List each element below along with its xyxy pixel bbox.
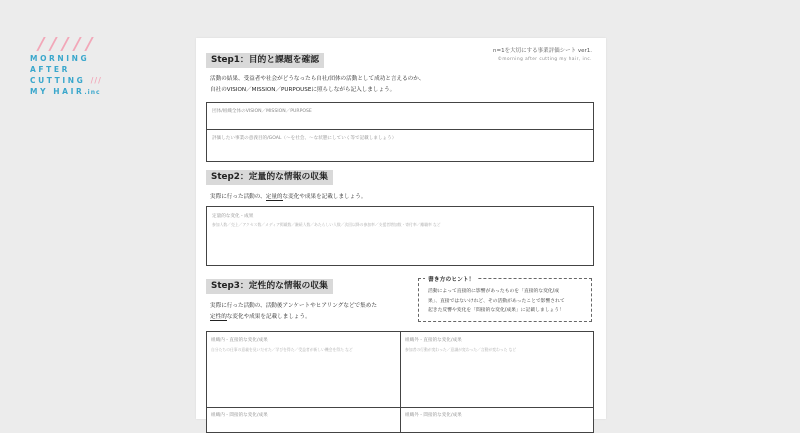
sheet-title: n=1を大切にする事業評価シート ver1.: [493, 48, 592, 54]
step3-desc-post: な変化や成果を記載しましょう。: [226, 314, 311, 320]
logo-slash: [84, 37, 93, 51]
sheet-copyright: ©morning after cutting my hair, inc.: [497, 56, 592, 61]
logo-slash: [60, 37, 69, 51]
sheet-title-block: [493, 47, 592, 63]
hint-title: 書き方のヒント！: [425, 274, 477, 283]
logo-slash: [48, 37, 57, 51]
quantitative-field-example: 参加人数／売上／アクセス数／メディア掲載数／継続人数／あたらしい人数／次回以降の参加率／支援者増加数・寄付率／離職率 など: [212, 222, 441, 227]
writing-hint-box: [418, 278, 592, 322]
step1-desc-line1: 活動の結果、受益者や社会がどうなったら自社/団体の活動として成功と言えるのか、: [210, 76, 425, 82]
hint-line-3: 起きた反響や変化を「間接的な変化/成果」に記載しましょう！: [428, 308, 564, 313]
step3-desc-line1: 実際に行った活動の、活動後アンケートやヒアリングなどで集めた: [210, 303, 377, 309]
step1-label: Step1：目的と課題を確認: [206, 53, 324, 68]
step3-grid-hdivider: [207, 407, 593, 408]
step1-box: [206, 102, 594, 162]
logo-line-4-suffix: .inc: [84, 89, 101, 96]
step3-desc-line2: [210, 312, 311, 322]
step2-label: Step2：定量的な情報の収集: [206, 170, 333, 185]
vision-field-label: 団体/組織全体のVISION／MISSION／PURPOSE: [212, 109, 312, 114]
hint-line-1: 活動によって直接的に影響があったものを「直接的な変化/成: [428, 289, 560, 294]
external-direct-label: 組織外・直接的な変化/成果: [405, 338, 462, 343]
logo-line-3-mark: ///: [90, 76, 102, 85]
step2-box: [206, 206, 594, 266]
logo-line-3-text: CUTTING: [30, 76, 86, 85]
hint-line-2: 果」、直接ではないけれど、その活動があったことで影響されて: [428, 298, 565, 304]
step3-grid-vdivider: [400, 332, 401, 432]
internal-direct-label: 組織内・直接的な変化/成果: [211, 338, 268, 343]
hint-body: [428, 287, 565, 316]
logo-line-4-text: MY HAIR: [30, 87, 85, 96]
brand-logo: [30, 35, 120, 98]
step3-label: Step3：定性的な情報の収集: [206, 279, 333, 294]
logo-line-2: AFTER: [30, 65, 70, 74]
external-direct-example: 参加者の行動が変わった／意識が変わった／言動が変わった など: [405, 347, 517, 352]
step1-divider: [207, 129, 593, 130]
logo-slash: [72, 37, 81, 51]
quantitative-field-label: 定量的な変化・成果: [212, 214, 254, 219]
step2-desc: [210, 192, 366, 202]
step3-grid: [206, 331, 594, 433]
logo-slash: [36, 37, 45, 51]
logo-slashes: [30, 35, 120, 53]
internal-indirect-label: 組織内・間接的な変化/成果: [211, 413, 268, 418]
logo-line-3: [30, 75, 120, 86]
logo-line-4: [30, 86, 120, 98]
external-indirect-label: 組織外・間接的な変化/成果: [405, 413, 462, 418]
logo-line-1: MORNING: [30, 54, 90, 63]
goal-field-label: 評価したい事業の意義目的/GOAL（～を社会、～な状態にしていく等で記載しましょう）: [212, 136, 397, 141]
evaluation-sheet: [196, 38, 606, 419]
internal-direct-example: 自分たちの仕事の意義を見いだせた／学びを得た／受益者が新しい機会を得た など: [211, 347, 353, 352]
step3-desc-underline: 定性的: [210, 314, 227, 320]
step2-desc-underline: 定量的: [265, 194, 283, 200]
step1-desc-line2: 自社のVISION／MISSION／PURPOUSEに照らしながら記入しましょう。: [210, 87, 396, 93]
step2-desc-post: な変化や成果を記載しましょう。: [282, 194, 367, 200]
step2-desc-pre: 実際に行った活動の、: [210, 194, 266, 200]
